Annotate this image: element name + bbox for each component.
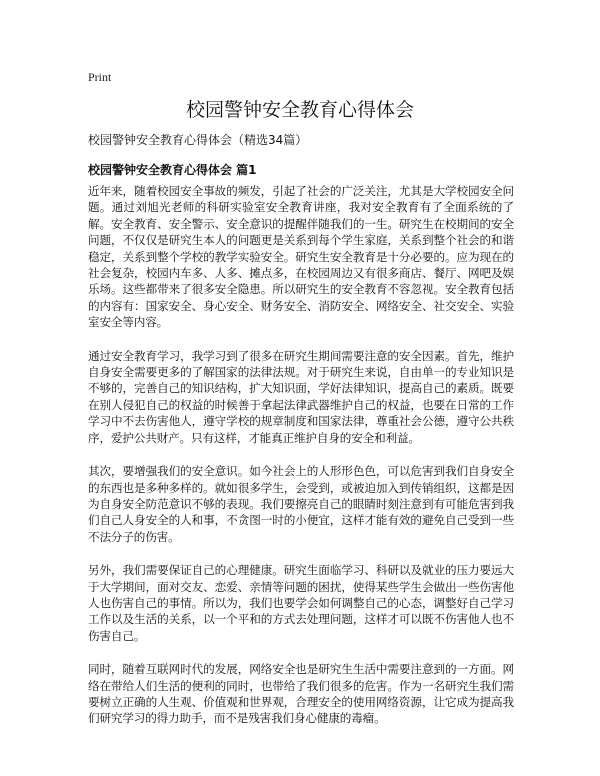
section-heading: 校园警钟安全教育心得体会 篇1 <box>88 163 257 177</box>
paragraph-4: 另外，我们需要保证自己的心理健康。研究生面临学习、科研以及就业的压力要远大于大学期间，面对交友、恋爱、亲情等问题的困扰，使得某些学生会做出一些伤害他人也伤害自己的事情。所以为，我们也要学会如何调整自己的心态，调整好自己学习工作以及生活的关系，以一个平和的方式去处理问题，这样才可以既不伤害他人也不伤害自己。 <box>88 563 514 643</box>
paragraph-1: 近年来，随着校园安全事故的频发，引起了社会的广泛关注，尤其是大学校园安全问题。通过刘旭光老师的科研实验室安全教育讲座，我对安全教育有了全面系统的了解。安全教育、安全警示、安全意识的提醒伴随我们的一生。研究生在校期间的安全问题，不仅仅是研究生本人的问题更是关系到每个学生家庭，关系到整个社会的和谐稳定，关系到整个学校的教学实验安全。研究生安全教育是十分必要的。应为现在的社会复杂，校园内车多、人多、摊点多，在校园周边又有很多商店、餐厅、网吧及娱乐场。这些都带来了很多安全隐患。所以研究生的安全教育不容忽视。安全教育包括的内容有：国家安全、身心安全、财务安全、消防安全、网络安全、社交安全、实验室安全等内容。 <box>88 184 514 330</box>
paragraph-3: 其次，要增强我们的安全意识。如今社会上的人形形色色，可以危害到我们自身安全的东西也是多种多样的。就如很多学生，会受到，或被迫加入到传销组织，这都是因为自身安全防范意识不够的表现。我们要擦亮自己的眼睛时刻注意到有可能危害到我们自己人身安全的人和事，不贪图一时的小便宜，这样才能有效的避免自己受到一些不法分子的伤害。 <box>88 464 514 544</box>
paragraph-5: 同时，随着互联网时代的发展，网络安全也是研究生生活中需要注意到的一方面。网络在带给人们生活的便利的同时，也带给了我们很多的危害。作为一名研究生我们需要树立正确的人生观、价值观和世界观，合理安全的使用网络资源，让它成为提高我们研究学习的得力助手，而不是残害我们身心健康的毒瘤。 <box>88 662 514 726</box>
paragraph-2: 通过安全教育学习，我学习到了很多在研究生期间需要注意的安全因素。首先，维护自身安全需要更多的了解国家的法律法规。对于研究生来说，自由单一的专业知识是不够的，完善自己的知识结构，扩大知识面，学好法律知识，提高自己的素质。既要在别人侵犯自己的权益的时候善于拿起法律武器维护自己的权益，也要在日常的工作学习中不去伤害他人，遵守学校的规章制度和国家法律，尊重社会公德，遵守公共秩序，爱护公共财产。只有这样，才能真正维护自身的安全和利益。 <box>88 348 514 445</box>
document-subtitle: 校园警钟安全教育心得体会（精选34篇） <box>88 133 308 147</box>
article-body <box>88 183 514 744</box>
document-title: 校园警钟安全教育心得体会 <box>185 99 414 121</box>
print-link[interactable]: Print <box>88 70 112 84</box>
